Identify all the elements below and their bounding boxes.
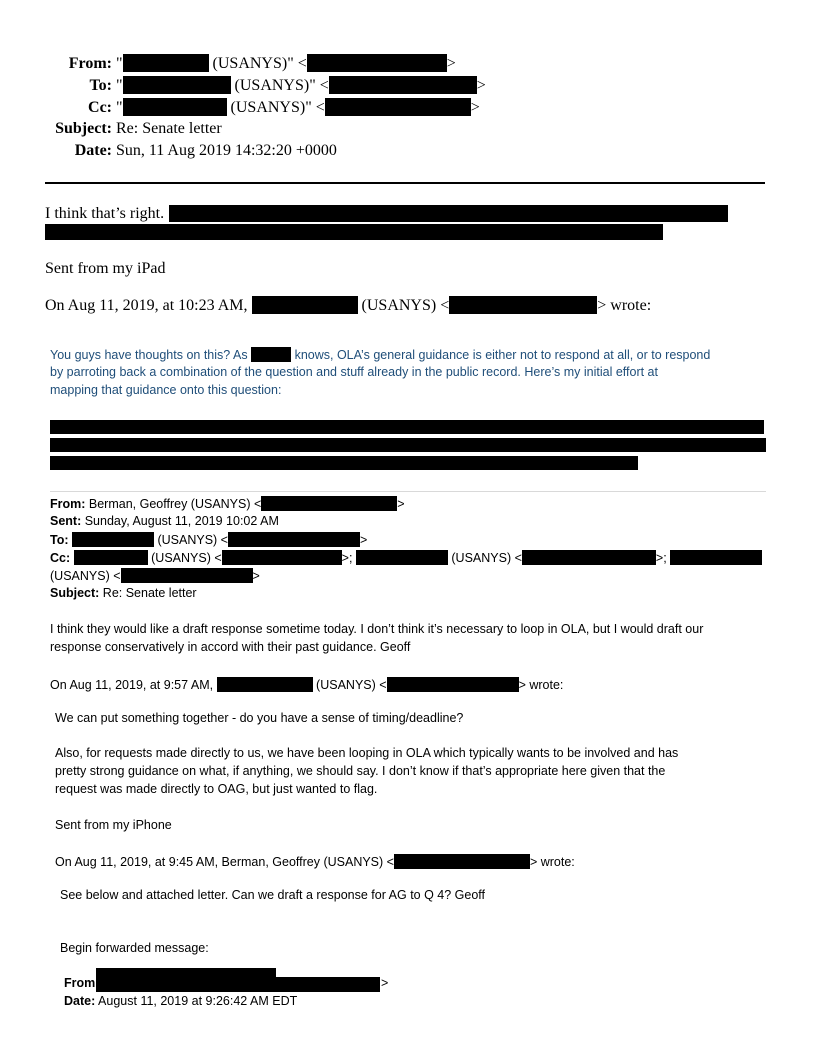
quote2-header <box>50 677 563 692</box>
quoted1-line2: by parroting back a combination of the question and stuff already in the public record. Here’s my initial effort at <box>50 365 658 379</box>
redaction <box>50 438 766 452</box>
fwd-to-label: To: <box>50 533 69 547</box>
close-angle: > <box>470 99 480 116</box>
redaction <box>121 568 253 583</box>
from-label: From: <box>68 55 112 72</box>
fwd-sent-row <box>50 514 279 528</box>
quote-header-1 <box>45 296 651 315</box>
org-text: (USANYS)" < <box>208 55 307 72</box>
header-from-row <box>0 54 456 73</box>
redaction <box>123 76 231 94</box>
close-angle: > <box>446 55 456 72</box>
org-text: (USANYS)" < <box>230 77 329 94</box>
reply-text: I think that’s right. <box>45 205 165 222</box>
quote-mark: " <box>116 77 123 94</box>
redaction <box>394 854 530 869</box>
date-label: Date: <box>74 142 112 159</box>
redaction <box>169 205 728 222</box>
fwd2-from-row <box>64 976 95 990</box>
header-to-row <box>0 76 486 95</box>
close-angle: > <box>397 497 405 511</box>
fwd-subject-row <box>50 586 197 600</box>
quote-mark: " <box>116 99 123 116</box>
redaction <box>50 456 638 470</box>
fwd-cc-row-cont <box>50 568 260 583</box>
quote2-header-text: On Aug 11, 2019, at 9:57 AM, <box>50 678 214 692</box>
subject-label: Subject: <box>55 120 112 137</box>
fwd-cc-row <box>50 550 762 565</box>
fwd-org: (USANYS) < <box>50 569 121 583</box>
fwd-sep: >; <box>341 551 353 565</box>
fwd-subject-value: Re: Senate letter <box>99 586 197 600</box>
redaction <box>50 420 764 434</box>
fwd-sep: >; <box>655 551 667 565</box>
quote3-header-wrote: > wrote: <box>529 855 575 869</box>
header-divider <box>45 182 765 184</box>
subject-value: Re: Senate letter <box>116 120 222 137</box>
fwd-org: (USANYS) < <box>451 551 522 565</box>
redaction <box>228 532 360 547</box>
quoted1-text: knows, OLA’s general guidance is either not to respond at all, or to respond <box>294 348 711 362</box>
redaction <box>307 54 447 72</box>
fwd-cc-label: Cc: <box>50 551 71 565</box>
date-value: Sun, 11 Aug 2019 14:32:20 +0000 <box>116 142 337 159</box>
quoted1-line1 <box>50 347 710 362</box>
org-text: (USANYS)" < <box>226 99 325 116</box>
fwd2-from-label: From <box>64 976 96 990</box>
fwd-from-label: From: <box>50 497 86 511</box>
redaction <box>325 98 471 116</box>
quote-header-text: On Aug 11, 2019, at 10:23 AM, <box>45 297 248 314</box>
close-angle: > <box>381 976 389 990</box>
fwd-from-value: Berman, Geoffrey (USANYS) < <box>85 497 262 511</box>
redaction <box>356 550 448 565</box>
header-date-row <box>0 142 337 160</box>
quote3-body: See below and attached letter. Can we draft a response for AG to Q 4? Geoff <box>60 888 486 902</box>
quoted1-text: You guys have thoughts on this? As <box>50 348 248 362</box>
fwd-subject-label: Subject: <box>50 586 100 600</box>
quote2-p2-l1: Also, for requests made directly to us, we have been looping in OLA which typically wants to be involved and has <box>55 746 679 760</box>
fwd-from-row <box>50 496 405 511</box>
quoted1-line3: mapping that guidance onto this question: <box>50 383 282 397</box>
quote2-header-wrote: > wrote: <box>518 678 564 692</box>
redaction <box>670 550 762 565</box>
redaction <box>45 224 663 240</box>
berman-line2: response conservatively in accord with their past guidance. Geoff <box>50 640 411 654</box>
close-angle: > <box>476 77 486 94</box>
fwd2-date-value: August 11, 2019 at 9:26:42 AM EDT <box>95 994 298 1008</box>
header-cc-row <box>0 98 480 117</box>
redaction <box>123 54 209 72</box>
redaction <box>123 98 227 116</box>
redaction <box>72 532 154 547</box>
fwd2-date-label: Date: <box>64 994 96 1008</box>
fwd-to-row <box>50 532 367 547</box>
quote3-header <box>55 854 575 869</box>
fwd2-date-row <box>64 994 297 1008</box>
close-angle: > <box>252 569 260 583</box>
quote-header-wrote: > wrote: <box>597 297 652 314</box>
cc-label: Cc: <box>88 99 112 116</box>
redaction <box>387 677 519 692</box>
berman-line1: I think they would like a draft response sometime today. I don’t think it’s necessary to loop in OLA, but I would draft our <box>50 622 704 636</box>
quote2-signature: Sent from my iPhone <box>55 818 172 832</box>
header-subject-row <box>0 120 222 138</box>
fwd-sent-value: Sunday, August 11, 2019 10:02 AM <box>81 514 279 528</box>
close-angle: > <box>359 533 368 547</box>
quote2-header-org: (USANYS) < <box>312 678 387 692</box>
redaction <box>217 677 313 692</box>
quote2-p2-l2: pretty strong guidance on what, if anything, we should say. I don’t know if that’s appropriate here given that the <box>55 764 666 778</box>
redaction <box>96 977 380 992</box>
fwd-org: (USANYS) < <box>151 551 222 565</box>
reply-signature: Sent from my iPad <box>45 260 166 277</box>
fwd-sent-label: Sent: <box>50 514 82 528</box>
quote3-header-text: On Aug 11, 2019, at 9:45 AM, Berman, Geoffrey (USANYS) < <box>55 855 394 869</box>
quote-header-org: (USANYS) < <box>357 297 450 314</box>
redaction <box>222 550 342 565</box>
quote2-p1: We can put something together - do you have a sense of timing/deadline? <box>55 711 464 725</box>
redaction <box>252 296 358 314</box>
redaction <box>74 550 148 565</box>
forwarded-label: Begin forwarded message: <box>60 941 209 955</box>
redaction <box>449 296 597 314</box>
redaction <box>261 496 397 511</box>
redaction <box>251 347 291 362</box>
fwd-org: (USANYS) < <box>154 533 228 547</box>
quote2-p2-l3: request was made directly to OAG, but just wanted to flag. <box>55 782 378 796</box>
to-label: To: <box>89 77 112 94</box>
redaction <box>522 550 656 565</box>
quote-mark: " <box>116 55 123 72</box>
redaction <box>329 76 477 94</box>
separator <box>50 491 766 492</box>
reply-line1 <box>45 205 164 223</box>
